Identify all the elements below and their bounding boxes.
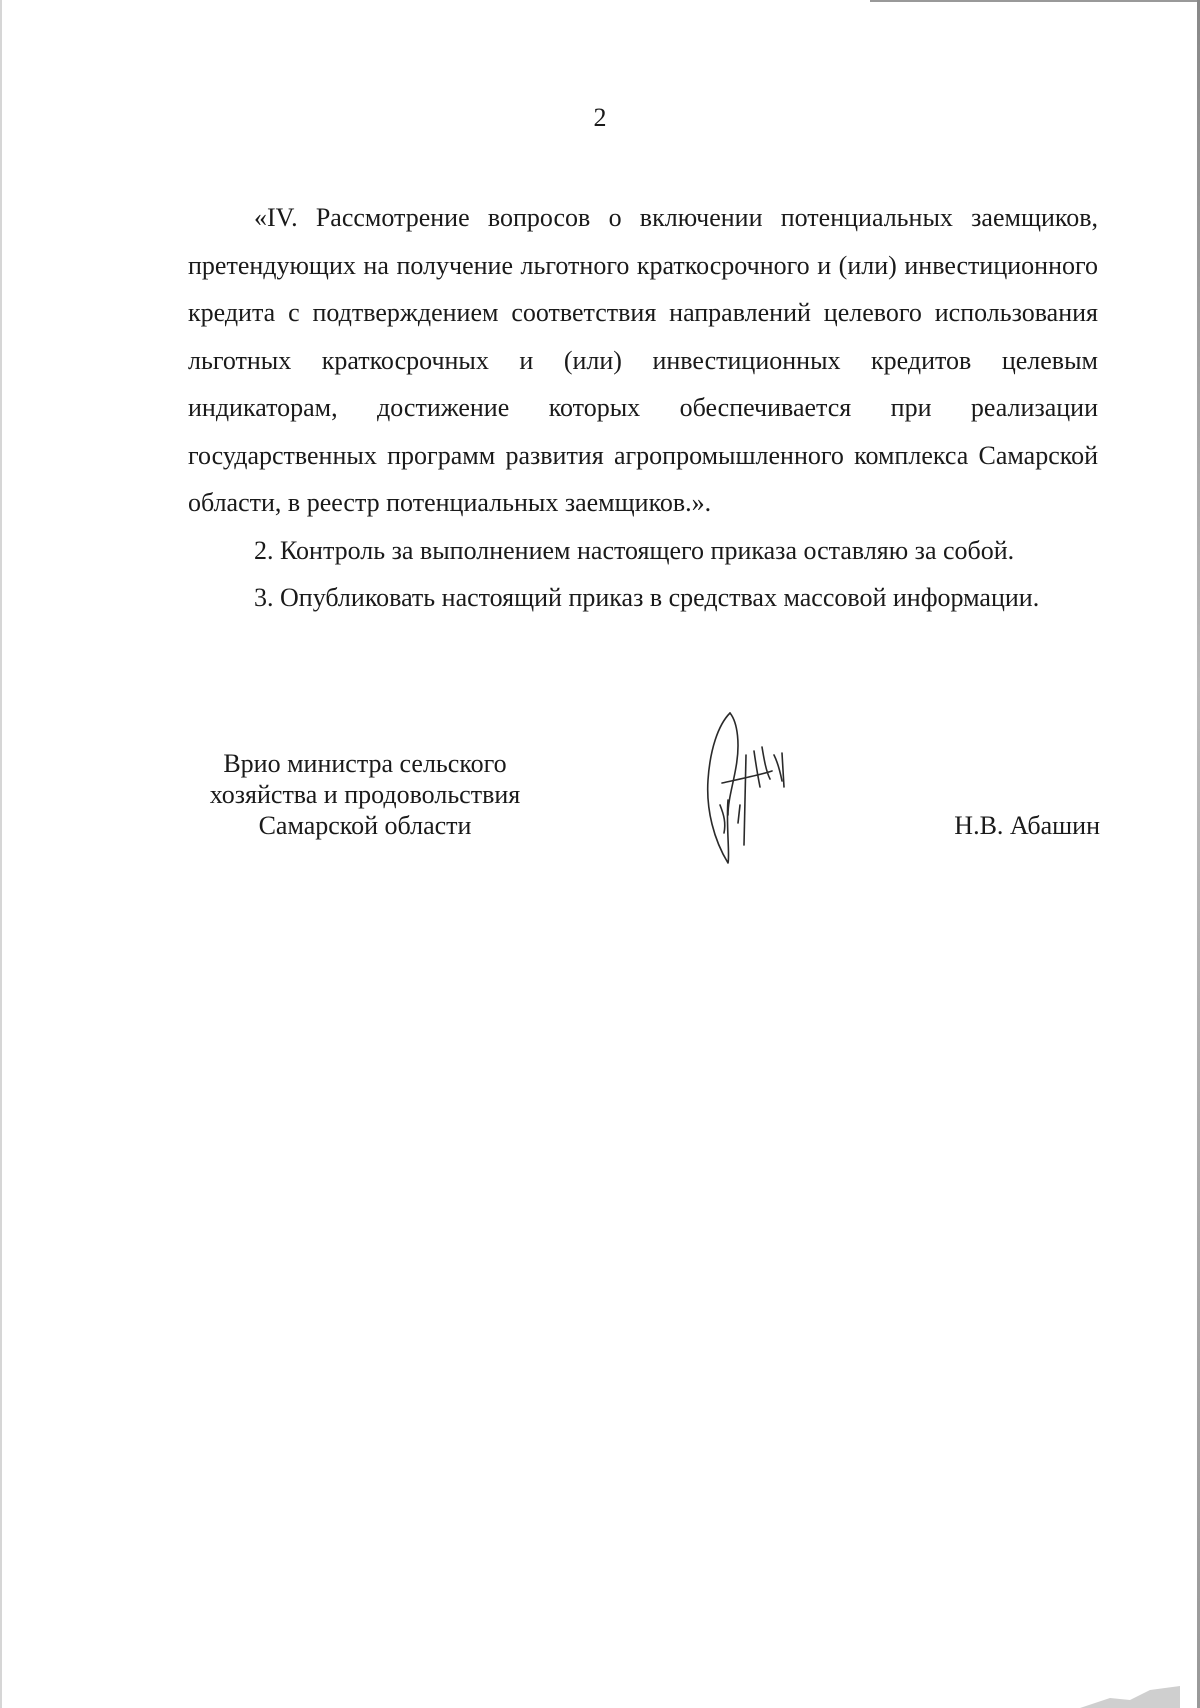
item-2-paragraph: 2. Контроль за выполнением настоящего приказа оставляю за собой. [254, 535, 1015, 565]
signer-position-line: Врио министра сельского [223, 749, 507, 778]
page-number: 2 [593, 103, 607, 132]
signer-position-line: хозяйства и продовольствия [209, 780, 521, 809]
scan-edge-left [0, 0, 2, 1708]
signer-name: Н.В. Абашин [954, 811, 1100, 840]
signer-position-line: Самарской области [258, 811, 472, 840]
scan-edge-top [870, 0, 1200, 2]
handwritten-signature-icon [700, 705, 810, 870]
item-3-paragraph: 3. Опубликовать настоящий приказ в средствах массовой информации. [254, 583, 1040, 612]
signer-position [190, 748, 540, 841]
document-body [188, 194, 1098, 622]
scan-artifact-corner [1070, 1678, 1180, 1708]
section-iv-paragraph: «IV. Рассмотрение вопросов о включении потенциальных заемщиков, претендующих на получение льготного краткосрочного и (или) инвестиционного кредита с подтверждением соответствия направлений целевого использования льготных краткосрочных и (или) инвестиционных кредитов целевым индикаторам, достижение которых обеспечивается при реализации государственных программ развития агропромышленного комплекса Самарской области, в реестр потенциальных заемщиков.». [188, 203, 1098, 517]
